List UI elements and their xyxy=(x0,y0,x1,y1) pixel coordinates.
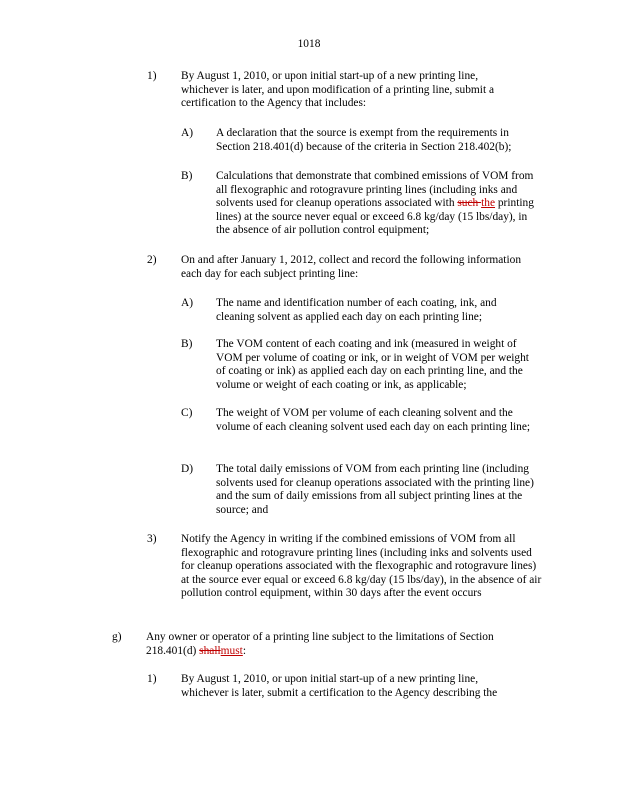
paragraph-label: 1) xyxy=(147,70,157,82)
text-run: printing lines) at the source never equal or exceed 6.8 kg/day (15 lbs/day), in the absence of air pollution control equipment; xyxy=(216,197,534,237)
paragraph-text: By August 1, 2010, or upon initial start-up of a new printing line, whichever is later, submit a certification to the Agency describing the xyxy=(181,673,498,699)
paragraph-text: The total daily emissions of VOM from each printing line (including solvents used for cleanup operations associated with the printing line) and the sum of daily emissions from all subject printing lines at the source; and xyxy=(216,463,534,516)
paragraph-label: g) xyxy=(112,631,122,643)
paragraph-label: 1) xyxy=(147,673,157,685)
text-run: Any owner or operator of a printing line subject to the limitations of Section 218.401(d) xyxy=(146,631,494,657)
paragraph-text: The VOM content of each coating and ink (measured in weight of VOM per volume of coating or ink, or in weight of VOM per weight of coating or ink) as applied each day on each printing line, and the volume or weight of each coating or ink, as applicable; xyxy=(216,338,529,391)
paragraph-text: Notify the Agency in writing if the combined emissions of VOM from all flexographic and rotogravure printing lines (including inks and solvents used for cleanup operations associated with the flexographic and rotogravure lines) at the source ever equal or exceed 6.8 kg/day (15 lbs/day), in the absence of air pollution control equipment, within 30 days after the event occurs xyxy=(181,533,542,600)
paragraph-label: A) xyxy=(181,127,194,139)
text-run: Calculations that demonstrate that combined emissions of VOM from all flexographic and rotogravure printing lines (including inks and solvents used for cleanup operations associated with xyxy=(216,170,534,210)
paragraph-label: D) xyxy=(181,463,194,475)
paragraph-text: A declaration that the source is exempt from the requirements in Section 218.401(d) because of the criteria in Section 218.402(b); xyxy=(216,127,512,153)
paragraph-text: The name and identification number of each coating, ink, and cleaning solvent as applied each day on each printing line; xyxy=(216,297,497,323)
paragraph-text: By August 1, 2010, or upon initial start-up of a new printing line, whichever is later, and upon modification of a printing line, submit a certification to the Agency that includes: xyxy=(181,70,495,110)
page-number: 1018 xyxy=(297,38,321,50)
paragraph-label: B) xyxy=(181,338,193,350)
paragraph-label: B) xyxy=(181,170,193,182)
paragraph-text xyxy=(146,631,518,658)
text-run: : xyxy=(242,644,246,657)
paragraph-text: The weight of VOM per volume of each cleaning solvent and the volume of each cleaning solvent used each day on each printing line; xyxy=(216,407,531,433)
paragraph-label: C) xyxy=(181,407,193,419)
paragraph-text: On and after January 1, 2012, collect and record the following information each day for each subject printing line: xyxy=(181,254,522,280)
deleted-text: such xyxy=(457,197,482,210)
deleted-text: shall xyxy=(199,644,221,657)
paragraph-text xyxy=(216,170,538,238)
inserted-text: the xyxy=(481,197,496,210)
paragraph-label: 2) xyxy=(147,254,157,266)
paragraph-label: A) xyxy=(181,297,194,309)
paragraph-label: 3) xyxy=(147,533,157,545)
inserted-text: must xyxy=(220,644,243,657)
